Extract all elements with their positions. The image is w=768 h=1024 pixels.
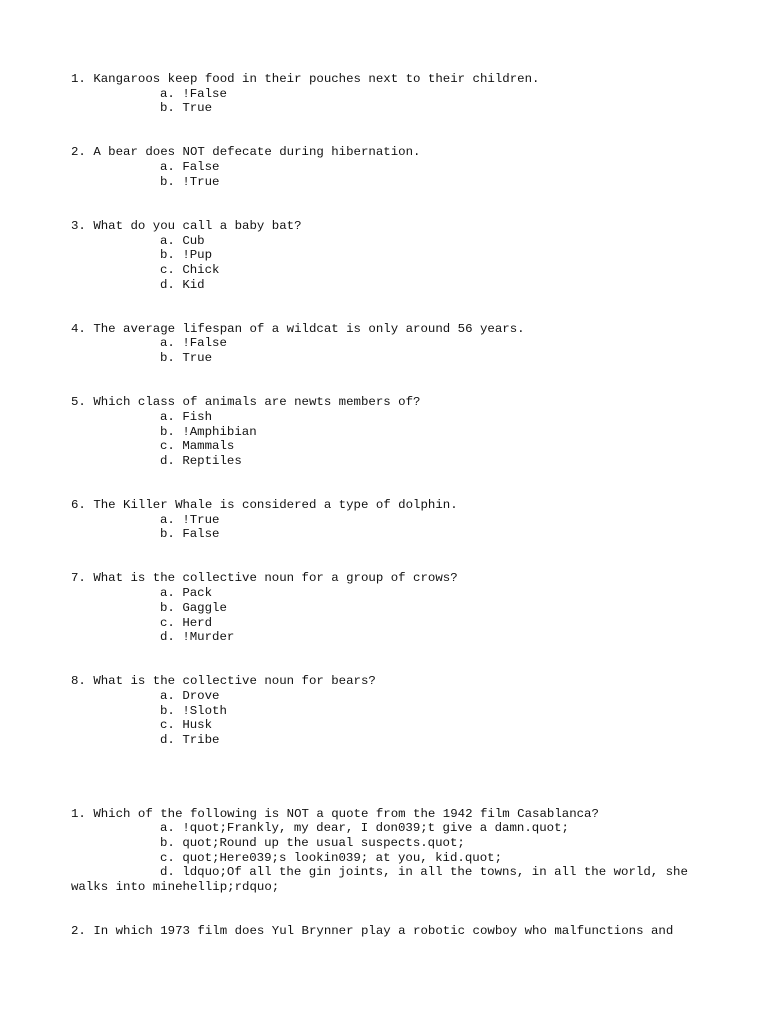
option-letter: b. [160, 248, 175, 263]
answer-option [71, 425, 711, 440]
question-number: 2. [71, 924, 86, 939]
option-text: False [182, 160, 220, 175]
option-letter: b. [160, 424, 175, 439]
question-number: 3. [71, 218, 86, 233]
option-letter: b. [160, 527, 175, 542]
question-block [71, 571, 711, 644]
question-text: What is the collective noun for bears? [93, 674, 376, 689]
answer-option [71, 689, 711, 704]
option-letter: c. [160, 850, 175, 865]
answer-option [71, 821, 711, 836]
option-letter: d. [160, 733, 175, 748]
answer-option [71, 601, 711, 616]
option-text: !True [182, 512, 220, 527]
question-line [71, 924, 711, 939]
answer-option [71, 278, 711, 293]
question-spacer [71, 190, 711, 219]
section-spacer [71, 748, 711, 807]
option-text: Tribe [182, 733, 220, 748]
option-letter: b. [160, 600, 175, 615]
option-text: quot;Here039;s lookin039; at you, kid.quot; [182, 850, 503, 865]
option-text: Drove [182, 688, 220, 703]
question-block [71, 395, 711, 468]
option-text: !False [182, 336, 227, 351]
question-line [71, 571, 711, 586]
question-number: 2. [71, 145, 86, 160]
question-number: 1. [71, 72, 86, 86]
option-letter: d. [160, 630, 175, 645]
question-line [71, 145, 711, 160]
question-block [71, 72, 711, 116]
option-text: Herd [182, 615, 213, 630]
question-number: 7. [71, 571, 86, 586]
option-letter: b. [160, 101, 175, 116]
answer-option [71, 263, 711, 278]
question-block [71, 145, 711, 189]
question-block [71, 924, 711, 939]
option-text: Mammals [182, 439, 235, 454]
quiz-section [71, 807, 711, 939]
option-text: quot;Round up the usual suspects.quot; [182, 835, 465, 850]
answer-option [71, 454, 711, 469]
question-spacer [71, 542, 711, 571]
question-text: What do you call a baby bat? [93, 218, 302, 233]
answer-option [71, 836, 711, 851]
answer-option [71, 160, 711, 175]
question-text: Kangaroos keep food in their pouches next to their children. [93, 72, 540, 86]
option-letter: b. [160, 174, 175, 189]
question-text: The Killer Whale is considered a type of dolphin. [93, 498, 458, 513]
option-text: Pack [182, 586, 213, 601]
question-line [71, 807, 711, 822]
answer-option [71, 733, 711, 748]
question-number: 6. [71, 498, 86, 513]
option-letter: b. [160, 703, 175, 718]
answer-option [71, 630, 711, 645]
answer-option [71, 513, 711, 528]
answer-option [71, 439, 711, 454]
option-text: Chick [182, 262, 220, 277]
option-text: True [182, 351, 213, 366]
option-text: !False [182, 86, 227, 101]
answer-option [71, 336, 711, 351]
answer-option [71, 351, 711, 366]
answer-option [71, 175, 711, 190]
option-letter: a. [160, 86, 175, 101]
option-text: !Amphibian [182, 424, 257, 439]
answer-option [71, 865, 711, 880]
option-letter: a. [160, 512, 175, 527]
option-text: Reptiles [182, 453, 242, 468]
option-text: True [182, 101, 213, 116]
option-text-continuation: walks into minehellip;rdquo; [71, 879, 280, 894]
question-number: 5. [71, 395, 86, 410]
question-line [71, 322, 711, 337]
question-block [71, 807, 711, 895]
answer-option [71, 704, 711, 719]
option-text: !Sloth [182, 703, 227, 718]
question-line [71, 395, 711, 410]
question-block [71, 219, 711, 292]
option-text: False [182, 527, 220, 542]
option-text: Fish [182, 409, 213, 424]
option-letter: c. [160, 262, 175, 277]
question-line [71, 674, 711, 689]
answer-option [71, 851, 711, 866]
option-letter: a. [160, 688, 175, 703]
question-spacer [71, 645, 711, 674]
answer-option [71, 87, 711, 102]
question-text: In which 1973 film does Yul Brynner play a robotic cowboy who malfunctions and [93, 924, 674, 939]
question-line [71, 72, 711, 87]
option-letter: c. [160, 718, 175, 733]
question-spacer [71, 895, 711, 924]
option-text: ldquo;Of all the gin joints, in all the towns, in all the world, she [182, 865, 688, 880]
question-block [71, 498, 711, 542]
question-text: A bear does NOT defecate during hibernation. [93, 145, 421, 160]
option-text: !Murder [182, 630, 235, 645]
option-letter: a. [160, 233, 175, 248]
question-text: What is the collective noun for a group of crows? [93, 571, 458, 586]
question-text: Which of the following is NOT a quote from the 1942 film Casablanca? [93, 806, 599, 821]
option-text: Gaggle [182, 600, 227, 615]
question-text: The average lifespan of a wildcat is only around 56 years. [93, 321, 525, 336]
question-number: 1. [71, 806, 86, 821]
option-letter: d. [160, 453, 175, 468]
question-spacer [71, 116, 711, 145]
answer-option [71, 527, 711, 542]
question-line [71, 498, 711, 513]
question-number: 8. [71, 674, 86, 689]
option-letter: d. [160, 277, 175, 292]
question-spacer [71, 292, 711, 321]
question-spacer [71, 469, 711, 498]
option-letter: d. [160, 865, 175, 880]
option-text: Cub [182, 233, 205, 248]
answer-option [71, 248, 711, 263]
option-letter: a. [160, 821, 175, 836]
answer-option [71, 234, 711, 249]
option-text: Husk [182, 718, 213, 733]
option-letter: a. [160, 336, 175, 351]
option-letter: a. [160, 409, 175, 424]
answer-option [71, 586, 711, 601]
option-letter: a. [160, 160, 175, 175]
answer-option [71, 410, 711, 425]
option-letter: c. [160, 615, 175, 630]
question-block [71, 322, 711, 366]
question-block [71, 674, 711, 747]
option-letter: c. [160, 439, 175, 454]
option-text: Kid [182, 277, 205, 292]
option-letter: b. [160, 835, 175, 850]
option-letter: b. [160, 351, 175, 366]
quiz-section [71, 72, 711, 748]
option-text: !Pup [182, 248, 213, 263]
quiz-document [71, 72, 711, 939]
option-text: !True [182, 174, 220, 189]
answer-option [71, 718, 711, 733]
question-number: 4. [71, 321, 86, 336]
option-letter: a. [160, 586, 175, 601]
option-text: !quot;Frankly, my dear, I don039;t give a damn.quot; [182, 821, 569, 836]
question-text: Which class of animals are newts members of? [93, 395, 421, 410]
answer-option [71, 101, 711, 116]
answer-option [71, 616, 711, 631]
question-line [71, 219, 711, 234]
question-spacer [71, 366, 711, 395]
